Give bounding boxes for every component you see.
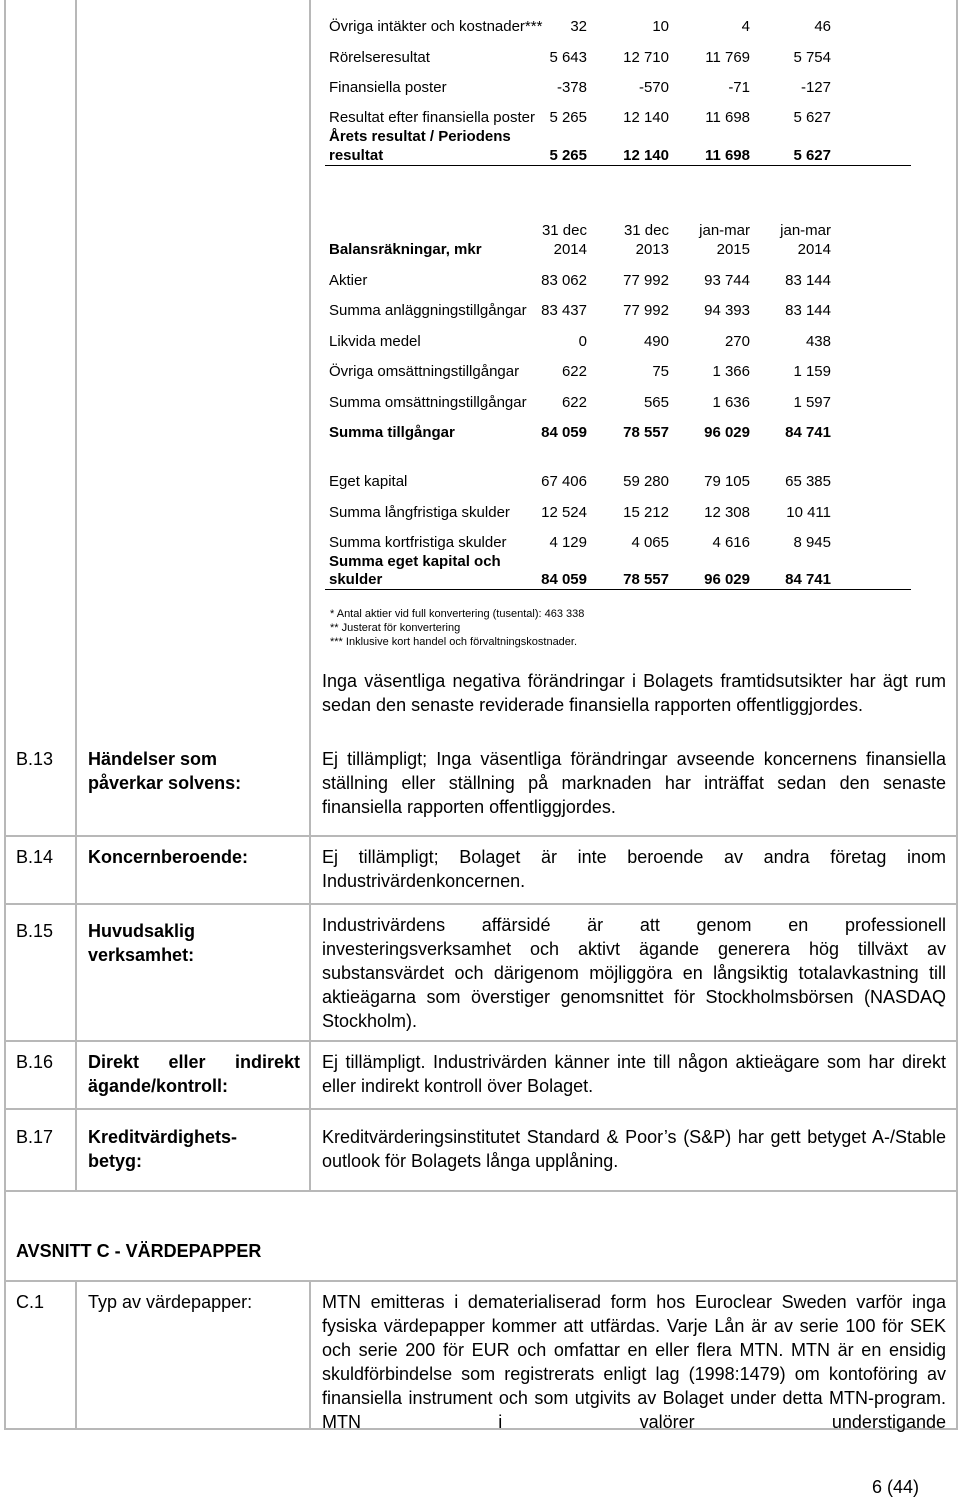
row-label: Summa tillgångar — [329, 424, 455, 441]
balance-header — [329, 222, 909, 260]
value-janmar-2015: 11 769 — [705, 49, 750, 66]
value-janmar-2015: 11 698 — [704, 147, 750, 164]
liability-total-rule — [325, 589, 911, 590]
value-31dec-2013: 77 992 — [623, 272, 669, 289]
row-label: Summa långfristiga skulder — [329, 504, 510, 521]
b16-text: Ej tillämpligt. Industrivärden känner inte till någon aktieägare som har direkt eller indirekt kontroll över Bolaget. — [322, 1052, 946, 1096]
b13-heading: Händelser som påverkar solvens: — [88, 749, 242, 793]
value-janmar-2015: 4 616 — [712, 534, 750, 551]
value-31dec-2014: 5 265 — [549, 109, 587, 126]
value-janmar-2014: 84 741 — [785, 424, 831, 441]
column-header-year: 2015 — [716, 241, 750, 258]
value-31dec-2013: 490 — [643, 333, 669, 350]
value-31dec-2014: 5 643 — [549, 49, 587, 66]
b15-text: Industrivärdens affärsidé är att genom en professionell investeringsverksamhet och aktivt ägande generera hög tillväxt av substansvärdet och därigenom möjliggöra en långsiktig totalavkastning till aktieägarna som överstiger genomsnittet för Stockholmsbörsen (NASDAQ Stockholm). — [322, 915, 946, 1031]
value-janmar-2015: 79 105 — [704, 473, 750, 490]
c1-text: MTN emitteras i dematerialiserad form hos Euroclear Sweden varför inga fysiska värdepapper kommer att utfärdas. Varje Lån är av serie 100 för SEK och serie 200 för EUR och omfattar en eller flera MTN. MTN är en ensidig skuldförbindelse som registrerats enligt lag (1998:1479) om kontoföring av finansiella instrument och som utgivits av Bolaget under detta MTN-program. MTN i valörer understigande — [322, 1292, 946, 1432]
value-janmar-2014: 10 411 — [786, 504, 831, 521]
value-janmar-2015: 1 636 — [712, 394, 750, 411]
value-31dec-2014: 4 129 — [549, 534, 587, 551]
value-janmar-2014: 84 741 — [785, 571, 831, 588]
row-label: Summa omsättningstillgångar — [329, 394, 527, 411]
row-label: Rörelseresultat — [329, 49, 430, 66]
value-31dec-2014: 84 059 — [541, 424, 587, 441]
b17-heading: Kreditvärdighets-betyg: — [88, 1127, 238, 1171]
b15-code: B.15 — [16, 921, 54, 941]
value-31dec-2013: 15 212 — [623, 504, 669, 521]
value-31dec-2014: 0 — [578, 333, 587, 350]
value-31dec-2014: 5 265 — [549, 147, 587, 164]
value-janmar-2014: 1 159 — [793, 363, 831, 380]
b14-heading: Koncernberoende: — [88, 847, 249, 867]
value-31dec-2013: 10 — [652, 18, 669, 35]
value-31dec-2013: 77 992 — [623, 302, 669, 319]
value-janmar-2014: -127 — [800, 79, 831, 96]
row-label-line1: Summa eget kapital och — [329, 553, 501, 570]
value-janmar-2015: 1 366 — [712, 363, 750, 380]
value-31dec-2013: 4 065 — [631, 534, 669, 551]
value-31dec-2013: 12 140 — [623, 109, 669, 126]
column-header: jan-mar — [780, 222, 831, 239]
value-janmar-2014: 5 627 — [793, 109, 831, 126]
table-border-right — [956, 0, 958, 1430]
value-31dec-2014: -378 — [556, 79, 587, 96]
column-header: jan-mar — [699, 222, 750, 239]
column-header-year: 2013 — [635, 241, 669, 258]
value-31dec-2013: 59 280 — [623, 473, 669, 490]
value-31dec-2014: 83 437 — [541, 302, 587, 319]
table-border-b15-bottom — [4, 1040, 958, 1042]
footnote: * Antal aktier vid full konvertering (tusental): 463 338 — [330, 608, 585, 620]
value-janmar-2015: -71 — [728, 79, 750, 96]
value-janmar-2015: 4 — [741, 18, 750, 35]
value-31dec-2014: 84 059 — [541, 571, 587, 588]
table-border-b13-bottom — [4, 835, 958, 837]
row-label: Summa anläggningstillgångar — [329, 302, 527, 319]
value-janmar-2014: 5 754 — [793, 49, 831, 66]
value-janmar-2015: 96 029 — [704, 571, 750, 588]
section-c-border-code-col — [75, 1280, 77, 1430]
value-janmar-2015: 270 — [724, 333, 750, 350]
row-label: Resultat efter finansiella poster — [329, 109, 535, 126]
value-janmar-2014: 5 627 — [793, 147, 831, 164]
income-total-rule — [325, 165, 911, 166]
value-31dec-2014: 12 524 — [541, 504, 587, 521]
b17-code: B.17 — [16, 1127, 54, 1147]
value-janmar-2014: 83 144 — [785, 302, 831, 319]
value-janmar-2015: 11 698 — [705, 109, 750, 126]
value-janmar-2014: 8 945 — [793, 534, 831, 551]
c1-code: C.1 — [16, 1292, 45, 1312]
column-header-year: 2014 — [797, 241, 831, 258]
section-c-border-text-col — [309, 1280, 311, 1430]
b13-code: B.13 — [16, 749, 54, 769]
value-31dec-2014: 622 — [561, 363, 587, 380]
liability-total-row — [329, 553, 909, 589]
value-janmar-2014: 438 — [805, 333, 831, 350]
b17-text: Kreditvärderingsinstitutet Standard & Poor’s (S&P) har gett betyget A-/Stable outlook för Bolagets långa upplåning. — [322, 1127, 946, 1171]
b16-heading: Direkt eller indirekt ägande/kontroll: — [88, 1052, 300, 1096]
income-total-row — [329, 128, 909, 164]
row-label: Likvida medel — [329, 333, 421, 350]
row-label: Aktier — [329, 272, 368, 289]
value-janmar-2014: 65 385 — [785, 473, 831, 490]
value-31dec-2013: 78 557 — [623, 424, 669, 441]
value-31dec-2013: 78 557 — [623, 571, 669, 588]
value-31dec-2014: 83 062 — [541, 272, 587, 289]
value-janmar-2015: 93 744 — [704, 272, 750, 289]
value-31dec-2013: 565 — [643, 394, 669, 411]
b14-text: Ej tillämpligt; Bolaget är inte beroende av andra företag inom Industrivärdenkoncernen. — [322, 847, 946, 891]
c1-heading: Typ av värdepapper: — [88, 1292, 253, 1312]
value-31dec-2013: 75 — [652, 363, 669, 380]
row-label: Finansiella poster — [329, 79, 447, 96]
b14-code: B.14 — [16, 847, 54, 867]
row-label: Eget kapital — [329, 473, 408, 490]
section-c-border-top — [4, 1280, 958, 1282]
value-janmar-2015: 96 029 — [704, 424, 750, 441]
value-janmar-2014: 83 144 — [785, 272, 831, 289]
value-31dec-2013: 12 710 — [623, 49, 669, 66]
row-label-line2: skulder — [329, 571, 383, 588]
footnote: ** Justerat för konvertering — [330, 622, 461, 634]
table-border-left — [4, 0, 6, 1430]
table-border-text-col — [309, 0, 311, 1192]
balance-title: Balansräkningar, mkr — [329, 241, 482, 258]
b15-heading: Huvudsaklig verksamhet: — [88, 921, 196, 965]
table-border-code-col — [75, 0, 77, 1192]
value-31dec-2013: -570 — [638, 79, 669, 96]
table-border-b16-bottom — [4, 1108, 958, 1110]
row-label-line1: Årets resultat / Periodens — [329, 128, 511, 145]
column-header-year: 2014 — [553, 241, 587, 258]
value-janmar-2014: 46 — [814, 18, 831, 35]
section-title: AVSNITT C - VÄRDEPAPPER — [16, 1241, 262, 1261]
value-janmar-2015: 12 308 — [704, 504, 750, 521]
b16-code: B.16 — [16, 1052, 54, 1072]
footnote: *** Inklusive kort handel och förvaltningskostnader. — [330, 636, 578, 648]
value-31dec-2014: 622 — [561, 394, 587, 411]
column-header: 31 dec — [541, 222, 587, 239]
row-label-line2: resultat — [329, 147, 384, 164]
row-label: Summa kortfristiga skulder — [329, 534, 507, 551]
value-31dec-2014: 32 — [570, 18, 587, 35]
row-label: Övriga intäkter och kostnader*** — [329, 18, 543, 35]
page-number: 6 (44) — [872, 1477, 920, 1497]
row-label: Övriga omsättningstillgångar — [329, 363, 520, 380]
b13-text: Ej tillämpligt; Inga väsentliga förändringar avseende koncernens finansiella ställning eller ställning på marknaden har inträffat sedan den senaste finansiella rapporten offentliggjordes. — [322, 749, 946, 817]
b12-text: Inga väsentliga negativa förändringar i Bolagets framtidsutsikter har ägt rum sedan den senaste reviderade finansiella rapporten offentliggjordes. — [322, 671, 946, 715]
value-janmar-2015: 94 393 — [704, 302, 750, 319]
table-border-b17-bottom — [4, 1190, 958, 1192]
value-janmar-2014: 1 597 — [793, 394, 831, 411]
table-border-b14-bottom — [4, 903, 958, 905]
value-31dec-2014: 67 406 — [541, 473, 587, 490]
column-header: 31 dec — [623, 222, 669, 239]
value-31dec-2013: 12 140 — [623, 147, 669, 164]
